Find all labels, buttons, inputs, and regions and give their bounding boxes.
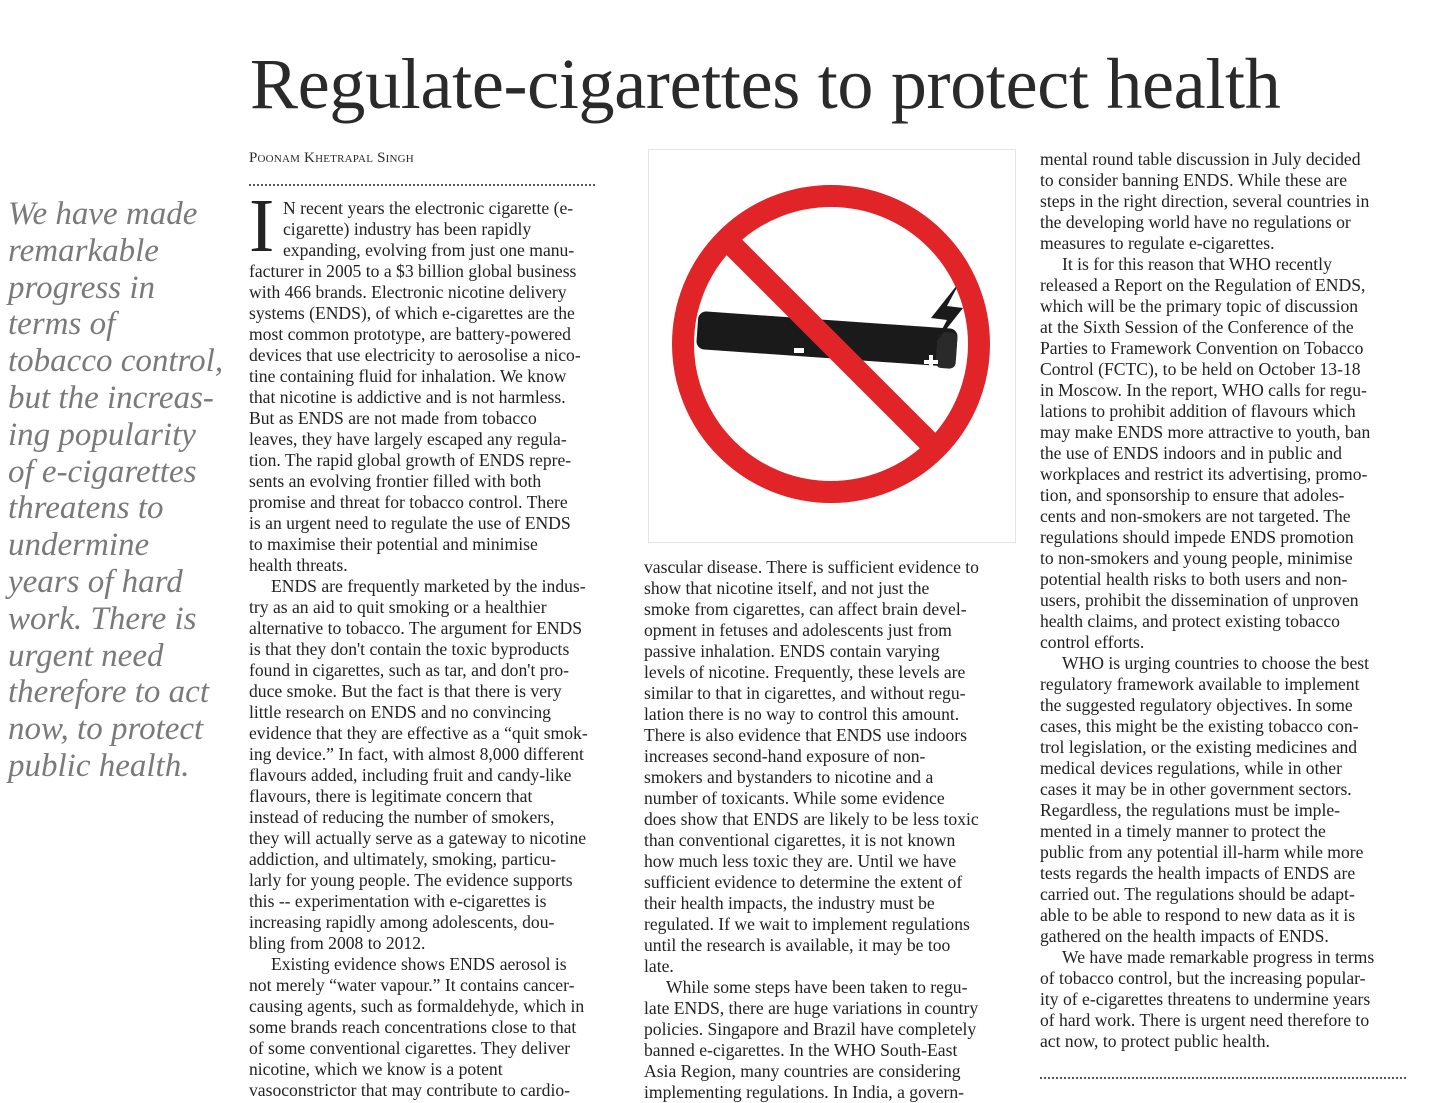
text-line: they will actually serve as a gateway to nicotine <box>249 828 587 848</box>
text-line: N recent years the electronic cigarette (e- <box>283 198 574 218</box>
text-line: flavours added, including fruit and candy-like <box>249 765 572 785</box>
no-e-cigarette-icon <box>649 150 1015 542</box>
pull-quote-line: tobacco control, <box>8 343 224 380</box>
text-line: banned e-cigarettes. In the WHO South-East <box>644 1040 958 1060</box>
text-line: There is also evidence that ENDS use indoors <box>644 725 967 745</box>
text-line: late ENDS, there are huge variations in country <box>644 998 979 1018</box>
text-line: found in cigarettes, such as tar, and don't pro- <box>249 660 570 680</box>
text-line: ity of e-cigarettes threatens to undermine years <box>1040 989 1371 1009</box>
text-line: passive inhalation. ENDS contain varying <box>644 641 940 661</box>
text-line: While some steps have been taken to regu- <box>666 977 968 997</box>
text-line: smoke from cigarettes, can affect brain devel- <box>644 599 967 619</box>
text-line: ing device.” In fact, with almost 8,000 different <box>249 744 584 764</box>
text-line: But as ENDS are not made from tobacco <box>249 408 537 428</box>
text-line: regulated. If we wait to implement regulations <box>644 914 970 934</box>
text-line: this -- experimentation with e-cigarettes is <box>249 891 547 911</box>
text-line: systems (ENDS), of which e-cigarettes are the <box>249 303 575 323</box>
text-line: carried out. The regulations should be adapt- <box>1040 884 1355 904</box>
text-line: tests regards the health impacts of ENDS are <box>1040 863 1356 883</box>
text-line: released a Report on the Regulation of ENDS, <box>1040 275 1366 295</box>
text-line: of some conventional cigarettes. They deliver <box>249 1038 571 1058</box>
text-line: may make ENDS more attractive to youth, ban <box>1040 422 1371 442</box>
text-line: the use of ENDS indoors and in public and <box>1040 443 1342 463</box>
text-line: lations to prohibit addition of flavours which <box>1040 401 1356 421</box>
text-line: evidence that they are effective as a “quit smok- <box>249 723 588 743</box>
text-line: Regardless, the regulations must be imple- <box>1040 800 1341 820</box>
text-line: which will be the primary topic of discussion <box>1040 296 1359 316</box>
text-line: act now, to protect public health. <box>1040 1031 1270 1051</box>
text-line: tion, and sponsorship to ensure that adoles- <box>1040 485 1345 505</box>
text-line: mented in a timely manner to protect the <box>1040 821 1326 841</box>
pull-quote-line: terms of <box>8 306 116 343</box>
article-image <box>648 149 1016 543</box>
text-line: little research on ENDS and no convincing <box>249 702 551 722</box>
article-column-1 <box>249 198 588 1101</box>
text-line: users, prohibit the dissemination of unproven <box>1040 590 1359 610</box>
text-line: number of toxicants. While some evidence <box>644 788 945 808</box>
text-line: that nicotine is addictive and is not harmless. <box>249 387 566 407</box>
text-line: causing agents, such as formaldehyde, which in <box>249 996 585 1016</box>
text-line: ENDS are frequently marketed by the indus- <box>271 576 586 596</box>
text-line: bling from 2008 to 2012. <box>249 933 426 953</box>
text-line: smokers and bystanders to nicotine and a <box>644 767 934 787</box>
byline: Poonam Khetrapal Singh <box>249 150 414 166</box>
text-line: addiction, and ultimately, smoking, particu- <box>249 849 557 869</box>
pull-quote-line: of e-cigarettes <box>8 453 197 490</box>
text-line: vasoconstrictor that may contribute to cardio- <box>249 1080 570 1100</box>
text-line: public from any potential ill-harm while more <box>1040 842 1364 862</box>
text-line: opment in fetuses and adolescents just from <box>644 620 952 640</box>
text-line: sents an evolving frontier filled with both <box>249 471 542 491</box>
text-line: does show that ENDS are likely to be less toxic <box>644 809 979 829</box>
text-line: policies. Singapore and Brazil have completely <box>644 1019 977 1039</box>
pull-quote <box>8 196 236 785</box>
text-line: nicotine, which we know is a potent <box>249 1059 503 1079</box>
pull-quote-line: progress in <box>8 269 155 306</box>
text-line: increasing rapidly among adolescents, dou- <box>249 912 555 932</box>
article-column-2 <box>644 557 979 1103</box>
text-line: gathered on the health impacts of ENDS. <box>1040 926 1329 946</box>
text-line: trol legislation, or the existing medicines and <box>1040 737 1358 757</box>
text-line: until the research is available, it may be too <box>644 935 951 955</box>
text-line: medical devices regulations, while in other <box>1040 758 1342 778</box>
byline-divider <box>249 184 595 186</box>
text-line: expanding, evolving from just one manu- <box>283 240 575 260</box>
text-line: Control (FCTC), to be held on October 13-18 <box>1040 359 1361 379</box>
text-line: promise and threat for tobacco control. There <box>249 492 568 512</box>
text-line: steps in the right direction, several countries in <box>1040 191 1370 211</box>
text-line: cases, this might be the existing tobacco con- <box>1040 716 1359 736</box>
text-line: measures to regulate e-cigarettes. <box>1040 233 1275 253</box>
text-line: leaves, they have largely escaped any regula- <box>249 429 567 449</box>
article-column-3 <box>1040 149 1374 1052</box>
text-line: It is for this reason that WHO recently <box>1062 254 1332 274</box>
pull-quote-line: We have made <box>8 196 198 232</box>
text-line: at the Sixth Session of the Conference of the <box>1040 317 1354 337</box>
text-line: with 466 brands. Electronic nicotine delivery <box>249 282 567 302</box>
text-line: cases it may be in other government sectors. <box>1040 779 1352 799</box>
text-line: regulations should impede ENDS promotion <box>1040 527 1354 547</box>
pull-quote-line: years of hard <box>8 563 183 600</box>
text-line: larly for young people. The evidence supports <box>249 870 573 890</box>
drop-cap: I <box>249 184 275 268</box>
text-line: cigarette) industry has been rapidly <box>283 219 532 239</box>
text-line: vascular disease. There is sufficient evidence to <box>644 557 979 577</box>
text-line: tine containing fluid for inhalation. We know <box>249 366 567 386</box>
text-line: flavours, there is legitimate concern that <box>249 786 533 806</box>
text-line: to non-smokers and young people, minimise <box>1040 548 1353 568</box>
text-line: most common prototype, are battery-powered <box>249 324 571 344</box>
text-line: the developing world have no regulations or <box>1040 212 1351 232</box>
text-line: mental round table discussion in July decided <box>1040 149 1361 169</box>
text-line: the suggested regulatory objectives. In some <box>1040 695 1353 715</box>
text-line: show that nicotine itself, and not just the <box>644 578 930 598</box>
text-line: late. <box>644 956 674 976</box>
text-line: potential health risks to both users and non- <box>1040 569 1348 589</box>
pull-quote-line: but the increas- <box>8 379 214 416</box>
text-line: in Moscow. In the report, WHO calls for regu- <box>1040 380 1367 400</box>
pull-quote-line: now, to protect <box>8 711 204 748</box>
text-line: We have made remarkable progress in terms <box>1062 947 1375 967</box>
text-line: implementing regulations. In India, a govern- <box>644 1082 965 1102</box>
text-line: of tobacco control, but the increasing popular- <box>1040 968 1366 988</box>
text-line: their health impacts, the industry must be <box>644 893 935 913</box>
text-line: devices that use electricity to aerosolise a nico- <box>249 345 581 365</box>
text-line: to consider banning ENDS. While these are <box>1040 170 1347 190</box>
text-line: control efforts. <box>1040 632 1145 652</box>
text-line: how much less toxic they are. Until we have <box>644 851 957 871</box>
text-line: Parties to Framework Convention on Tobacco <box>1040 338 1364 358</box>
text-line: facturer in 2005 to a $3 billion global business <box>249 261 577 281</box>
text-line: similar to that in cigarettes, and without regu- <box>644 683 966 703</box>
text-line: Asia Region, many countries are considering <box>644 1061 961 1081</box>
text-line: workplaces and restrict its advertising, promo- <box>1040 464 1368 484</box>
text-line: health threats. <box>249 555 348 575</box>
text-line: than conventional cigarettes, it is not known <box>644 830 956 850</box>
text-line: to maximise their potential and minimise <box>249 534 538 554</box>
text-line: of hard work. There is urgent need therefore to <box>1040 1010 1370 1030</box>
end-divider <box>1040 1077 1406 1079</box>
pull-quote-line: therefore to act <box>8 674 209 711</box>
text-line: alternative to tobacco. The argument for ENDS <box>249 618 583 638</box>
text-line: lation there is no way to control this amount. <box>644 704 960 724</box>
pull-quote-line: urgent need <box>8 637 164 674</box>
text-line: tion. The rapid global growth of ENDS repre- <box>249 450 572 470</box>
pull-quote-line: ing popularity <box>8 416 196 453</box>
pull-quote-line: remarkable <box>8 232 159 269</box>
text-line: is that they don't contain the toxic byproducts <box>249 639 570 659</box>
text-line: is an urgent need to regulate the use of ENDS <box>249 513 571 533</box>
pull-quote-line: threatens to <box>8 490 164 527</box>
pull-quote-line: public health. <box>8 747 190 784</box>
text-line: able to be able to respond to new data as it is <box>1040 905 1356 925</box>
text-line: try as an aid to quit smoking or a healthier <box>249 597 547 617</box>
text-line: some brands reach concentrations close to that <box>249 1017 577 1037</box>
text-line: Existing evidence shows ENDS aerosol is <box>271 954 567 974</box>
headline: Regulate-cigarettes to protect health <box>250 44 1281 124</box>
pull-quote-line: undermine <box>8 527 150 564</box>
text-line: cents and non-smokers are not targeted. The <box>1040 506 1351 526</box>
text-line: WHO is urging countries to choose the best <box>1062 653 1370 673</box>
text-line: increases second-hand exposure of non- <box>644 746 926 766</box>
text-line: regulatory framework available to implement <box>1040 674 1360 694</box>
text-line: sufficient evidence to determine the extent of <box>644 872 963 892</box>
text-line: not merely “water vapour.” It contains cancer- <box>249 975 575 995</box>
pull-quote-line: work. There is <box>8 600 197 637</box>
text-line: health claims, and protect existing tobacco <box>1040 611 1340 631</box>
text-line: levels of nicotine. Frequently, these levels are <box>644 662 966 682</box>
text-line: duce smoke. But the fact is that there is very <box>249 681 562 701</box>
text-line: instead of reducing the number of smokers, <box>249 807 555 827</box>
